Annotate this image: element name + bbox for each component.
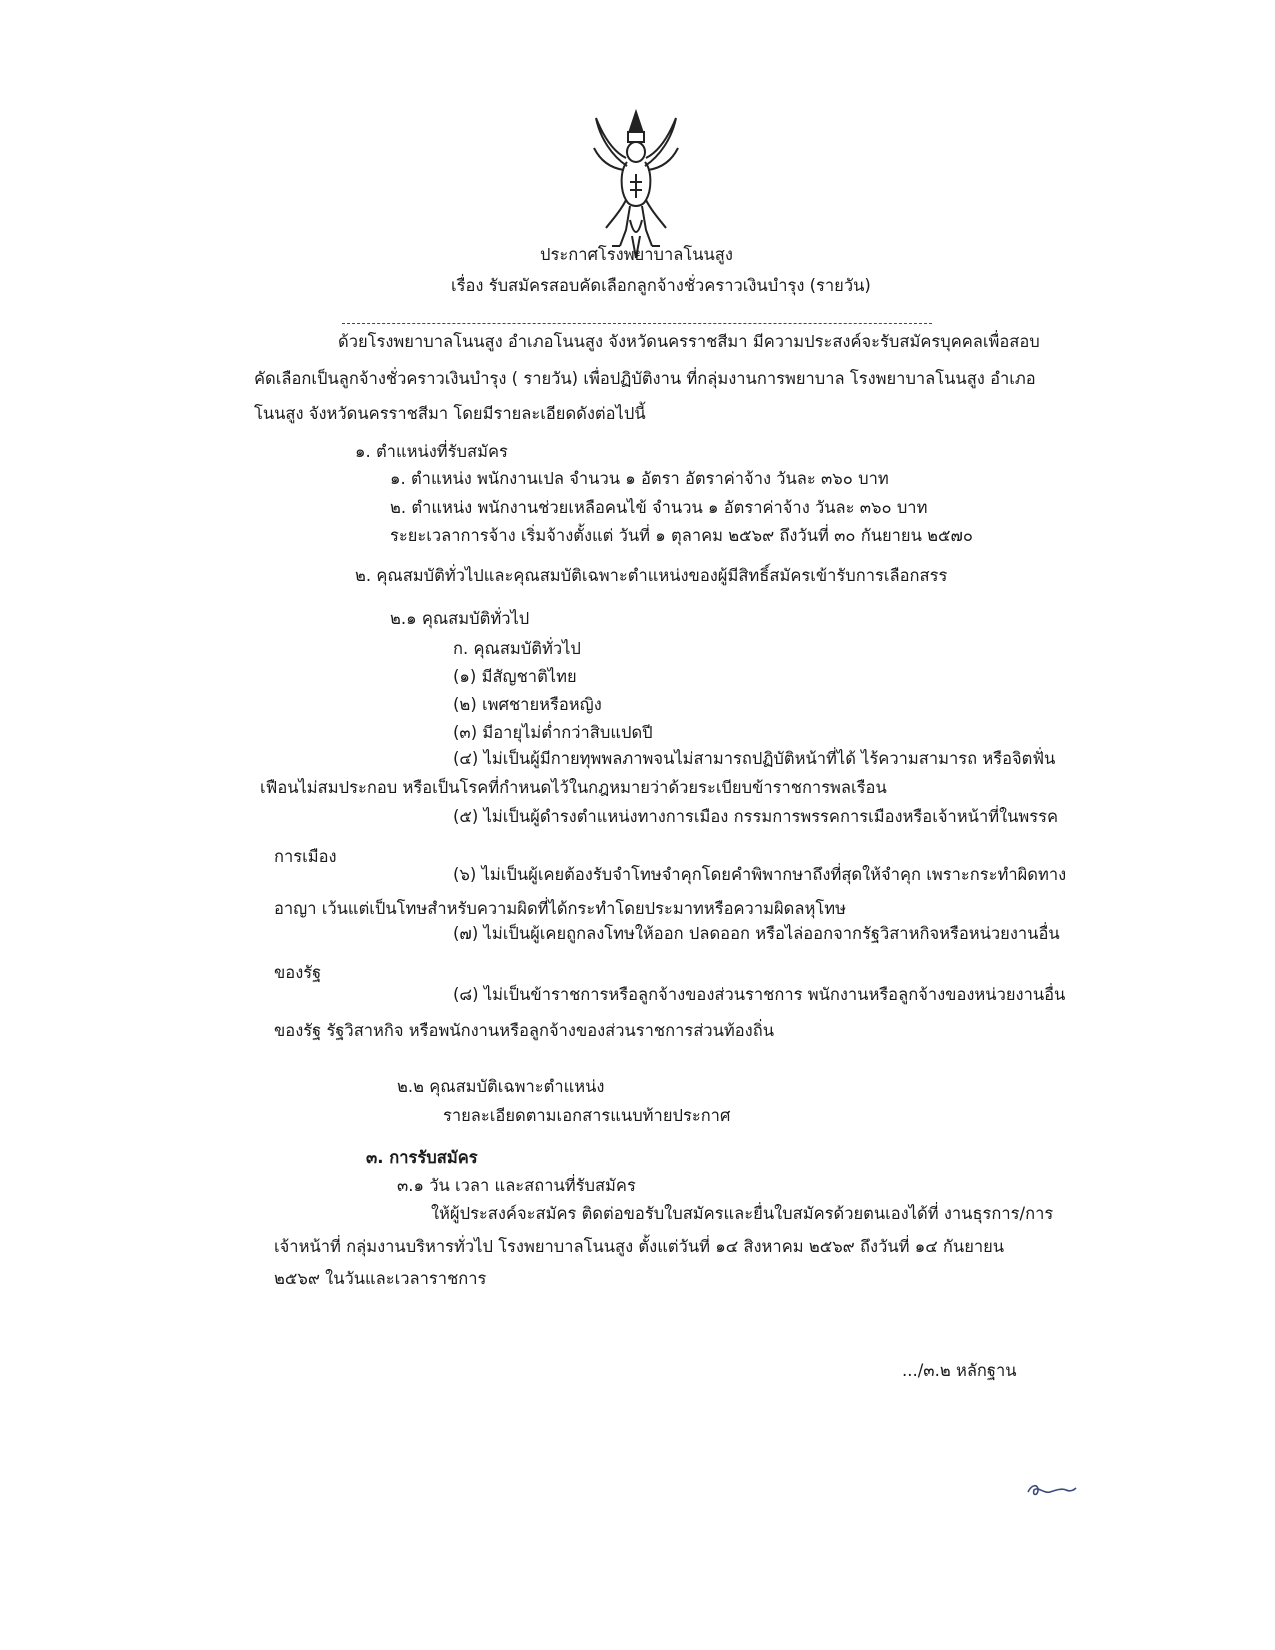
- section2-heading: ๒. คุณสมบัติทั่วไปและคุณสมบัติเฉพาะตำแหน่งของผู้มีสิทธิ์สมัครเข้ารับการเลือกสรร: [355, 566, 948, 585]
- qualification-8-line-2: ของรัฐ รัฐวิสาหกิจ หรือพนักงานหรือลูกจ้างของส่วนราชการส่วนท้องถิ่น: [274, 1021, 774, 1040]
- section2-1-a: ก. คุณสมบัติทั่วไป: [453, 639, 581, 658]
- intro-line-2: คัดเลือกเป็นลูกจ้างชั่วคราวเงินบำรุง ( รายวัน) เพื่อปฏิบัติงาน ที่กลุ่มงานการพยาบาล โรงพยาบาลโนนสูง อำเภอ: [254, 369, 1036, 388]
- section2-2-heading: ๒.๒ คุณสมบัติเฉพาะตำแหน่ง: [397, 1077, 605, 1096]
- intro-line-3: โนนสูง จังหวัดนครราชสีมา โดยมีรายละเอียดดังต่อไปนี้: [254, 404, 646, 423]
- qualification-6-line-2: อาญา เว้นแต่เป็นโทษสำหรับความผิดที่ได้กระทำโดยประมาทหรือความผิดลหุโทษ: [274, 899, 846, 918]
- qualification-7-line-2: ของรัฐ: [274, 963, 322, 982]
- qualification-4-line-2: เฟือนไม่สมประกอบ หรือเป็นโรคที่กำหนดไว้ในกฎหมายว่าด้วยระเบียบข้าราชการพลเรือน: [260, 778, 887, 797]
- qualification-5-line-2: การเมือง: [274, 847, 337, 866]
- application-line-2: เจ้าหน้าที่ กลุ่มงานบริหารทั่วไป โรงพยาบาลโนนสูง ตั้งแต่วันที่ ๑๔ สิงหาคม ๒๕๖๙ ถึงวันที่ ๑๔ กันยายน: [274, 1237, 1005, 1256]
- employment-period: ระยะเวลาการจ้าง เริ่มจ้างตั้งแต่ วันที่ ๑ ตุลาคม ๒๕๖๙ ถึงวันที่ ๓๐ กันยายน ๒๕๗๐: [390, 526, 973, 545]
- position-2: ๒. ตำแหน่ง พนักงานช่วยเหลือคนไข้ จำนวน ๑ อัตราค่าจ้าง วันละ ๓๖๐ บาท: [390, 498, 928, 517]
- header-divider: [342, 323, 932, 324]
- section2-1-heading: ๒.๑ คุณสมบัติทั่วไป: [390, 609, 530, 628]
- intro-line-1: ด้วยโรงพยาบาลโนนสูง อำเภอโนนสูง จังหวัดนครราชสีมา มีความประสงค์จะรับสมัครบุคคลเพื่อสอบ: [338, 332, 1040, 351]
- announcement-subject: เรื่อง รับสมัครสอบคัดเลือกลูกจ้างชั่วคราวเงินบำรุง (รายวัน): [451, 276, 871, 295]
- handwritten-initials: [1026, 1480, 1078, 1500]
- application-line-3: ๒๕๖๙ ในวันและเวลาราชการ: [274, 1269, 487, 1288]
- qualification-5-line-1: (๕) ไม่เป็นผู้ดำรงตำแหน่งทางการเมือง กรรมการพรรคการเมืองหรือเจ้าหน้าที่ในพรรค: [453, 807, 1059, 826]
- qualification-6-line-1: (๖) ไม่เป็นผู้เคยต้องรับจำโทษจำคุกโดยคำพิพากษาถึงที่สุดให้จำคุก เพราะกระทำผิดทาง: [453, 865, 1067, 884]
- section1-heading: ๑. ตำแหน่งที่รับสมัคร: [355, 442, 508, 461]
- continuation-note: .../๓.๒ หลักฐาน: [902, 1361, 1017, 1380]
- position-1: ๑. ตำแหน่ง พนักงานเปล จำนวน ๑ อัตรา อัตราค่าจ้าง วันละ ๓๖๐ บาท: [390, 469, 889, 488]
- section2-2-text: รายละเอียดตามเอกสารแนบท้ายประกาศ: [443, 1106, 731, 1125]
- announcement-title: ประกาศโรงพยาบาลโนนสูง: [540, 245, 733, 264]
- garuda-emblem-icon: [590, 108, 682, 266]
- qualification-2: (๒) เพศชายหรือหญิง: [453, 695, 602, 714]
- section3-1-heading: ๓.๑ วัน เวลา และสถานที่รับสมัคร: [397, 1176, 636, 1195]
- application-line-1: ให้ผู้ประสงค์จะสมัคร ติดต่อขอรับใบสมัครและยื่นใบสมัครด้วยตนเองได้ที่ งานธุรการ/การ: [431, 1204, 1054, 1223]
- qualification-3: (๓) มีอายุไม่ต่ำกว่าสิบแปดปี: [453, 723, 653, 742]
- qualification-4-line-1: (๔) ไม่เป็นผู้มีกายทุพพลภาพจนไม่สามารถปฏิบัติหน้าที่ได้ ไร้ความสามารถ หรือจิตฟั่น: [453, 749, 1056, 768]
- qualification-8-line-1: (๘) ไม่เป็นข้าราชการหรือลูกจ้างของส่วนราชการ พนักงานหรือลูกจ้างของหน่วยงานอื่น: [453, 985, 1066, 1004]
- section3-heading: ๓. การรับสมัคร: [366, 1148, 478, 1167]
- qualification-1: (๑) มีสัญชาติไทย: [453, 667, 577, 686]
- qualification-7-line-1: (๗) ไม่เป็นผู้เคยถูกลงโทษให้ออก ปลดออก หรือไล่ออกจากรัฐวิสาหกิจหรือหน่วยงานอื่น: [453, 924, 1060, 943]
